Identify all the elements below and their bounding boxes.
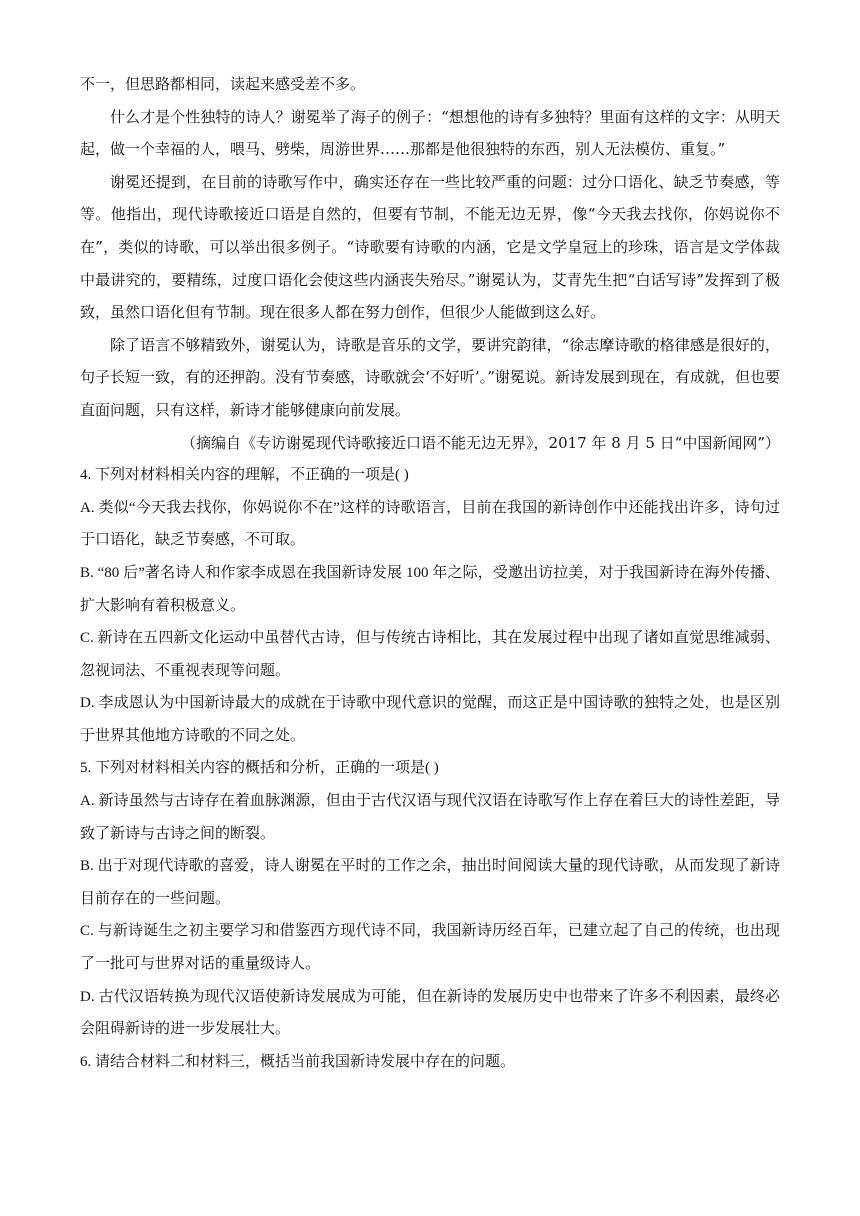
option-a: A. 类似“今天我去找你，你妈说你不在”这样的诗歌语言，目前在我国的新诗创作中还能找出许多，诗句过于口语化，缺乏节奏感，不可取。 [80,499,780,549]
question-4 [80,459,780,752]
paragraph-rhythm: 除了语言不够精致外，谢冕认为，诗歌是音乐的文学，要讲究韵律，“徐志摩诗歌的格律感是很好的，句子长短一致，有的还押韵。没有节奏感，诗歌就会‘不好听’。”谢冕说。新诗发展到现在，有成就，但也要直面问题，只有这样，新诗才能够健康向前发展。 [80,335,780,419]
option-b: B. “80 后”著名诗人和作家李成恩在我国新诗发展 100 年之际，受邀出访拉美，对于我国新诗在海外传播、扩大影响有着积极意义。 [80,564,780,614]
source-citation: （摘编自《专访谢冕现代诗歌接近口语不能无边无界》，2017 年 8 月 5 日“中国新闻网”） [181,433,780,452]
question-5 [80,752,780,1045]
option-c: C. 与新诗诞生之初主要学习和借鉴西方现代诗不同，我国新诗历经百年，已建立起了自己的传统，也出现了一批可与世界对话的重量级诗人。 [80,923,780,973]
question-stem: 6. 请结合材料二和材料三，概括当前我国新诗发展中存在的问题。 [80,1053,516,1070]
option-d: D. 古代汉语转换为现代汉语使新诗发展成为可能，但在新诗的发展历史中也带来了许多不利因素，最终必会阻碍新诗的进一步发展壮大。 [80,988,780,1038]
option-d: D. 李成恩认为中国新诗最大的成就在于诗歌中现代意识的觉醒，而这正是中国诗歌的独特之处，也是区别于世界其他地方诗歌的不同之处。 [80,695,780,744]
option-a: A. 新诗虽然与古诗存在着血脉渊源，但由于古代汉语与现代汉语在诗歌写作上存在着巨大的诗性差距，导致了新诗与古诗之间的断裂。 [80,793,780,842]
option-c: C. 新诗在五四新文化运动中虽替代古诗，但与传统古诗相比，其在发展过程中出现了诸如直觉思维减弱、忽视词法、不重视表现等问题。 [80,630,780,679]
question-6 [80,1046,780,1079]
document-page [80,68,780,1078]
paragraph-continuation: 不一，但思路都相同，读起来感受差不多。 [80,75,366,93]
question-stem: 4. 下列对材料相关内容的理解，不正确的一项是( ) [80,467,409,484]
paragraph-haizi: 什么才是个性独特的诗人？谢冕举了海子的例子：“想想他的诗有多独特？里面有这样的文字：从明天起，做一个幸福的人，喂马、劈柴，周游世界……那都是他很独特的东西，别人无法模仿、重复。” [80,107,780,159]
question-stem: 5. 下列对材料相关内容的概括和分析，正确的一项是( ) [80,760,439,777]
option-b: B. 出于对现代诗歌的喜爱，诗人谢冕在平时的工作之余，抽出时间阅读大量的现代诗歌，从而发现了新诗目前存在的一些问题。 [80,858,780,907]
paragraph-problems: 谢冕还提到，在目前的诗歌写作中，确实还存在一些比较严重的问题：过分口语化、缺乏节奏感，等等。他指出，现代诗歌接近口语是自然的，但要有节制，不能无边无界，像“今天我去找你，你妈说你不在”，类似的诗歌，可以举出很多例子。“诗歌要有诗歌的内涵，它是文学皇冠上的珍珠，语言是文学体裁中最讲究的，要精练，过度口语化会使这些内涵丧失殆尽。”谢冕认为，艾青先生把“白话写诗”发挥到了极致，虽然口语化但有节制。现在很多人都在努力创作，但很少人能做到这么好。 [80,172,780,322]
